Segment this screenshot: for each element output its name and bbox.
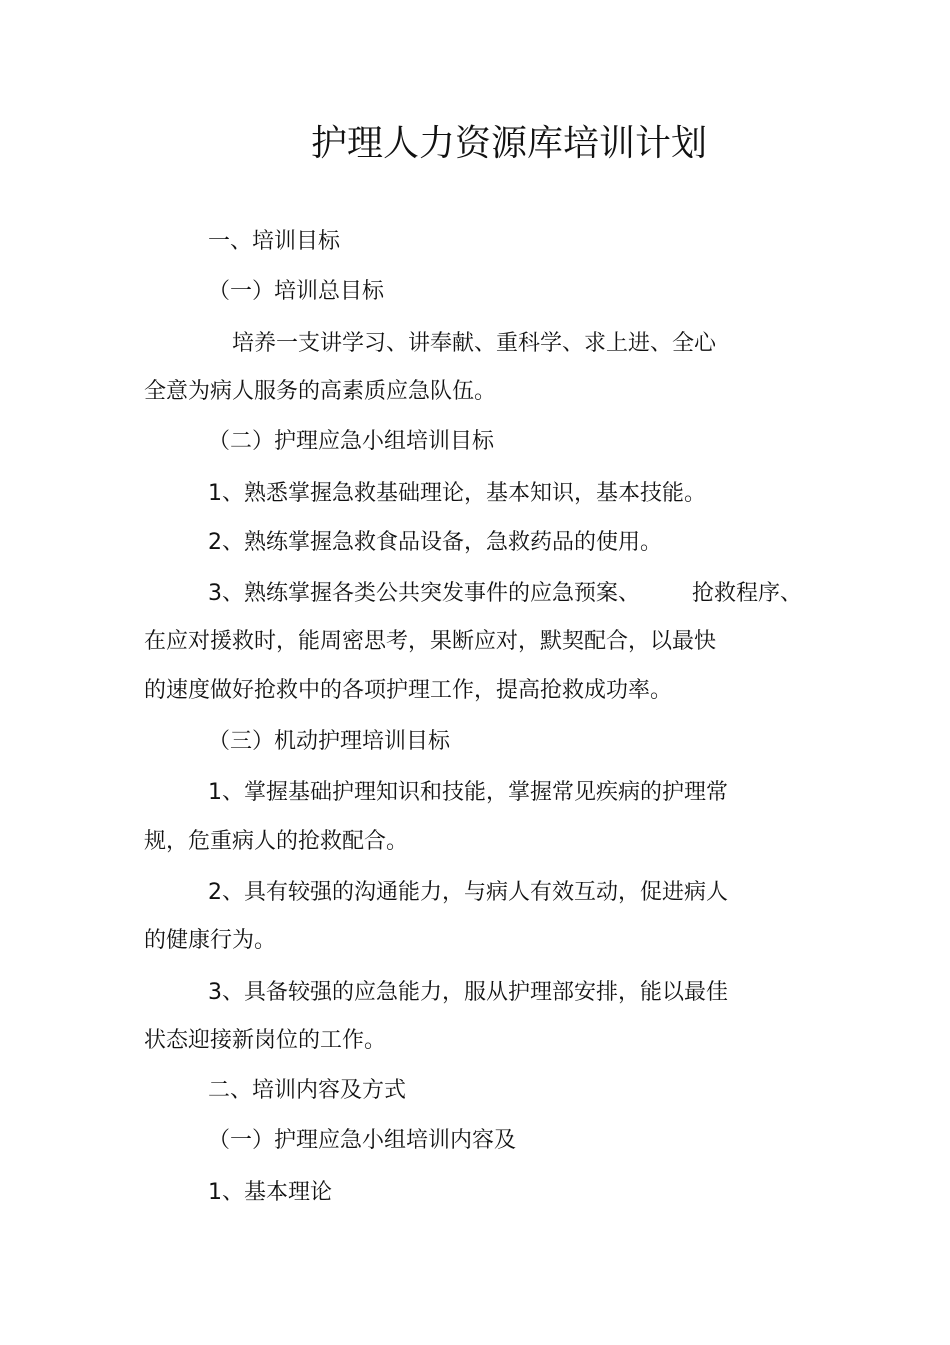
list-item: 2、具有较强的沟通能力，与病人有效互动，促进病人 [208,880,728,905]
list-item-continuation: 抢救程序、 [692,581,803,606]
section-heading-training-content: 二、培训内容及方式 [208,1078,407,1103]
list-item: 3、熟练掌握各类公共突发事件的应急预案、 [208,581,640,606]
list-item: 1、基本理论 [208,1180,332,1205]
paragraph-line: 的速度做好抢救中的各项护理工作，提高抢救成功率。 [144,678,673,703]
subsection-heading-emergency-team: （二）护理应急小组培训目标 [208,429,495,454]
paragraph-line: 状态迎接新岗位的工作。 [144,1028,387,1053]
list-item: 1、掌握基础护理知识和技能，掌握常见疾病的护理常 [208,780,728,805]
list-item: 2、熟练掌握急救食品设备，急救药品的使用。 [208,530,662,555]
paragraph-line: 培养一支讲学习、讲奉献、重科学、求上进、全心 [232,331,717,356]
subsection-heading-emergency-team-content: （一）护理应急小组培训内容及 [208,1128,517,1153]
section-heading-training-goals: 一、培训目标 [208,229,341,254]
paragraph-line: 在应对援救时，能周密思考，果断应对，默契配合，以最快 [144,629,717,654]
paragraph-line: 全意为病人服务的高素质应急队伍。 [144,379,497,404]
document-title: 护理人力资源库培训计划 [310,123,707,164]
subsection-heading-mobile-nursing: （三）机动护理培训目标 [208,729,451,754]
list-item: 1、熟悉掌握急救基础理论，基本知识，基本技能。 [208,481,706,506]
subsection-heading-overall-goal: （一）培训总目标 [208,279,385,304]
list-item: 3、具备较强的应急能力，服从护理部安排，能以最佳 [208,980,728,1005]
paragraph-line: 规，危重病人的抢救配合。 [144,829,409,854]
paragraph-line: 的健康行为。 [144,928,277,953]
